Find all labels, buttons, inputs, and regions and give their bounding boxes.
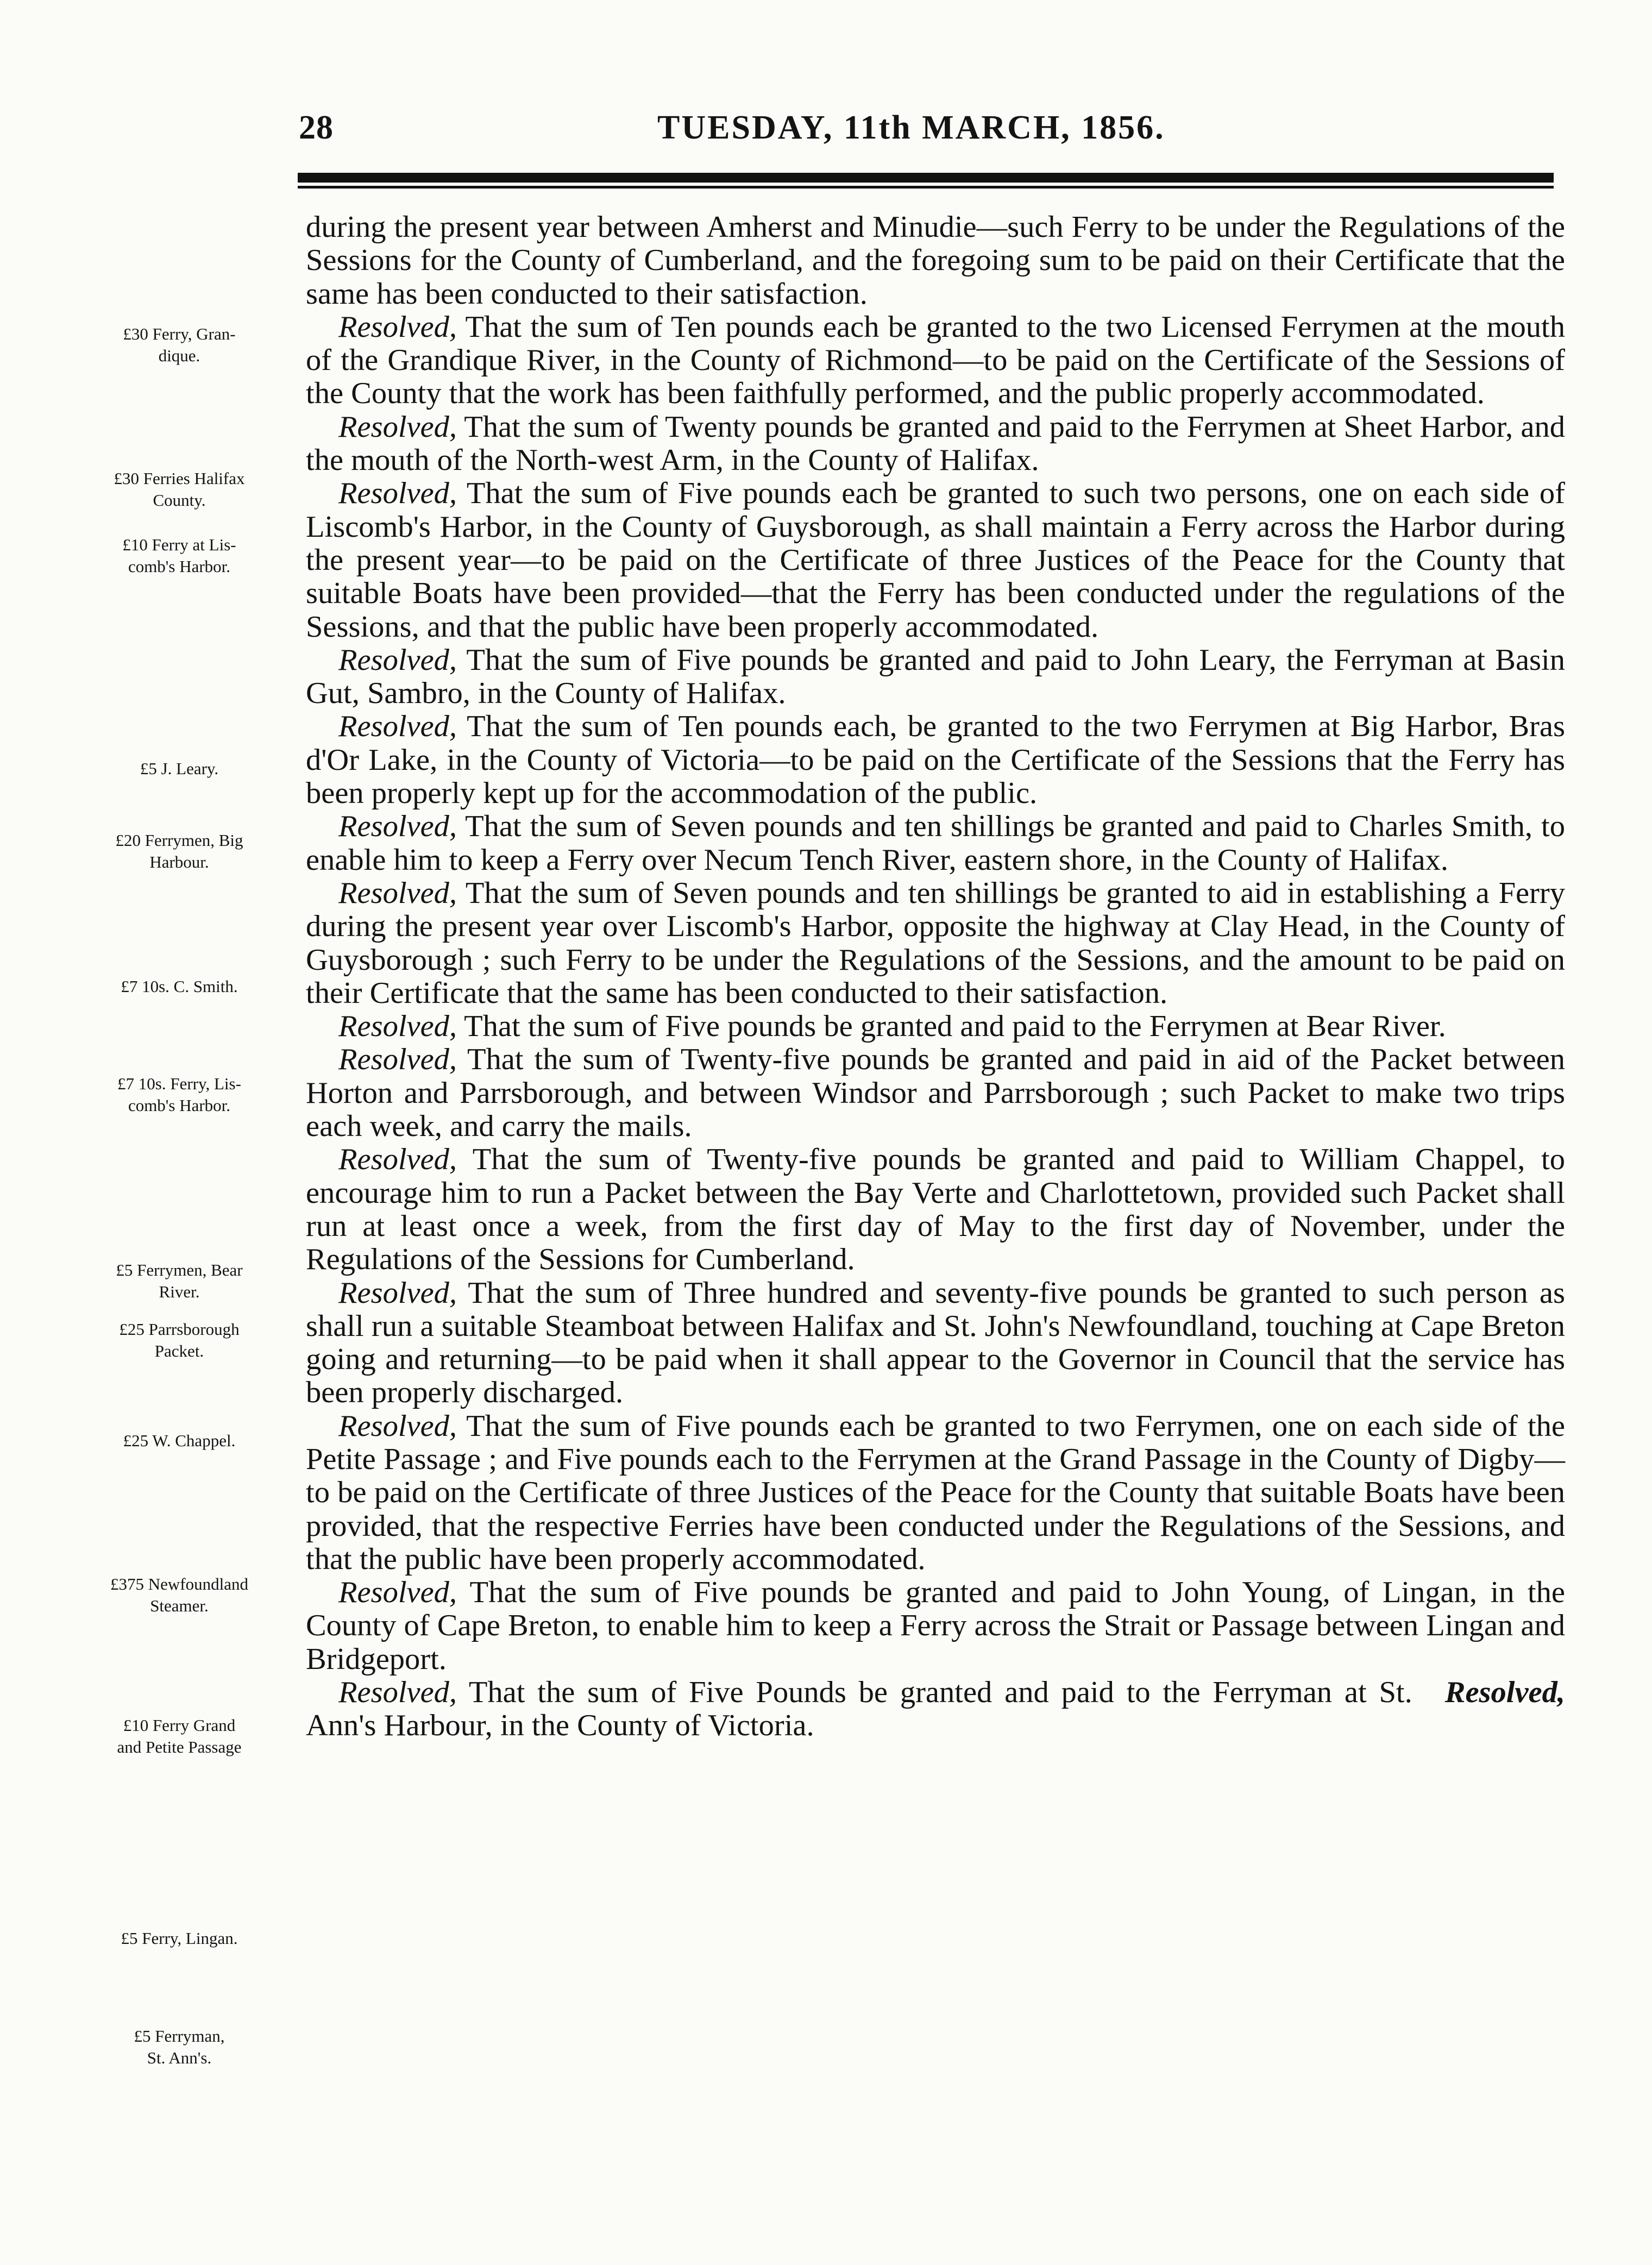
margin-note-chappel: £25 W. Chappel. [123,1431,236,1450]
margin-note-liscomb-ferry: £10 Ferry at Lis- comb's Harbor. [122,535,236,576]
margin-note-halifax-ferries: £30 Ferries Halifax County. [114,469,245,510]
margin-note-grandique: £30 Ferry, Gran- dique. [123,324,236,365]
margin-note-parrsborough: £25 Parrsborough Packet. [119,1320,240,1360]
paragraph: Resolved, That the sum of Ten pounds each, be granted to the two Ferrymen at Big Harbor, Bras d'Or Lake, in the County of Victoria—to be paid on the Certificate of the Sessions that the Ferry has been properly kept up for the accommodation of the public. [306,710,1565,811]
paragraph: Resolved, That the sum of Twenty pounds be granted and paid to the Ferrymen at Sheet Harbor, and the mouth of the North-west Arm, in the County of Halifax. [306,410,1565,478]
margin-note-bear-river: £5 Ferrymen, Bear River. [116,1260,243,1301]
body-text [306,211,1565,1743]
header-rule-thin [298,186,1554,189]
margin-note-big-harbour: £20 Ferrymen, Big Harbour. [115,831,243,871]
margin-note-smith: £7 10s. C. Smith. [121,977,238,996]
paragraph: during the present year between Amherst and Minudie—such Ferry to be under the Regulations of the Sessions for the County of Cumberland, and the foregoing sum to be paid on their Certificate that the same has been conducted to their satisfaction. [306,210,1565,311]
catchword: Resolved, [1444,1676,1565,1710]
header-rule-thick [298,173,1554,183]
margin-note-liscomb-ferry-2: £7 10s. Ferry, Lis- comb's Harbor. [117,1074,241,1115]
paragraph: Resolved, That the sum of Ten pounds each be granted to the two Licensed Ferrymen at the mouth of the Grandique River, in the County of Richmond—to be paid on the Certificate of the Sessions of the County that the work has been faithfully performed, and the public properly accommodated. [306,310,1565,411]
margin-note-leary: £5 J. Leary. [140,759,219,778]
margin-note-lingan: £5 Ferry, Lingan. [121,1929,238,1948]
paragraph: Resolved, That the sum of Five pounds each be granted to such two persons, one on each side of Liscomb's Harbor, in the County of Guysborough, as shall maintain a Ferry across the Harbor during the present year—to be paid on the Certificate of three Justices of the Peace for the County that suitable Boats have been provided—that the Ferry has been conducted under the regulations of the Sessions, and that the public have been properly accommodated. [306,476,1565,644]
paragraph: Resolved, That the sum of Five pounds be granted and paid to the Ferrymen at Bear River. [338,1009,1446,1044]
paragraph: Resolved, That the sum of Three hundred and seventy-five pounds be granted to such person as shall run a suitable Steamboat between Halifax and St. John's Newfoundland, touching at Cape Breton going and returning—to be paid when it shall appear to the Governor in Council that the service has been properly discharged. [306,1276,1565,1410]
paragraph: Resolved, That the sum of Five pounds be granted and paid to John Young, of Lingan, in the County of Cape Breton, to enable him to keep a Ferry across the Strait or Passage between Lingan and Bridgeport. [306,1576,1565,1676]
paragraph: Resolved, That the sum of Twenty-five pounds be granted and paid in aid of the Packet between Horton and Parrsborough, and between Windsor and Parrsborough ; such Packet to make two trips each week, and carry the mails. [306,1043,1565,1144]
paragraph: Resolved, Resolved, That the sum of Five Pounds be granted and paid to the Ferryman at St. Ann's Harbour, in the County of Victoria. [306,1676,1565,1743]
margin-note-newfoundland: £375 Newfoundland Steamer. [110,1574,248,1615]
page-header [299,109,1548,158]
paragraph: Resolved, That the sum of Seven pounds and ten shillings be granted to aid in establishing a Ferry during the present year over Liscomb's Harbor, opposite the highway at Clay Head, in the County of Guysborough ; such Ferry to be under the Regulations of the Sessions, and the amount to be paid on their Certificate that the same has been conducted to their satisfaction. [306,876,1565,1010]
paragraph: Resolved, That the sum of Five pounds be granted and paid to John Leary, the Ferryman at Basin Gut, Sambro, in the County of Halifax. [306,643,1565,711]
margin-note-st-anns: £5 Ferryman, St. Ann's. [134,2026,225,2067]
paragraph: Resolved, That the sum of Seven pounds and ten shillings be granted and paid to Charles Smith, to enable him to keep a Ferry over Necum Tench River, eastern shore, in the County of Halifax. [306,810,1565,877]
paragraph: Resolved, That the sum of Five pounds each be granted to two Ferrymen, one on each side of the Petite Passage ; and Five pounds each to the Ferrymen at the Grand Passage in the County of Digby—to be paid on the Certificate of three Justices of the Peace for the County that suitable Boats have been provided, that the respective Ferries have been conducted under the Regulations of the Sessions, and that the public have been properly accommodated. [306,1409,1565,1576]
paragraph: Resolved, That the sum of Twenty-five pounds be granted and paid to William Chappel, to encourage him to run a Packet between the Bay Verte and Charlottetown, provided such Packet shall run at least once a week, from the first day of May to the first day of November, under the Regulations of the Sessions for Cumberland. [306,1143,1565,1277]
page-number: 28 [299,109,334,146]
margin-note-petite-passage: £10 Ferry Grand and Petite Passage [117,1716,242,1756]
page-title: TUESDAY, 11th MARCH, 1856. [657,109,1165,146]
